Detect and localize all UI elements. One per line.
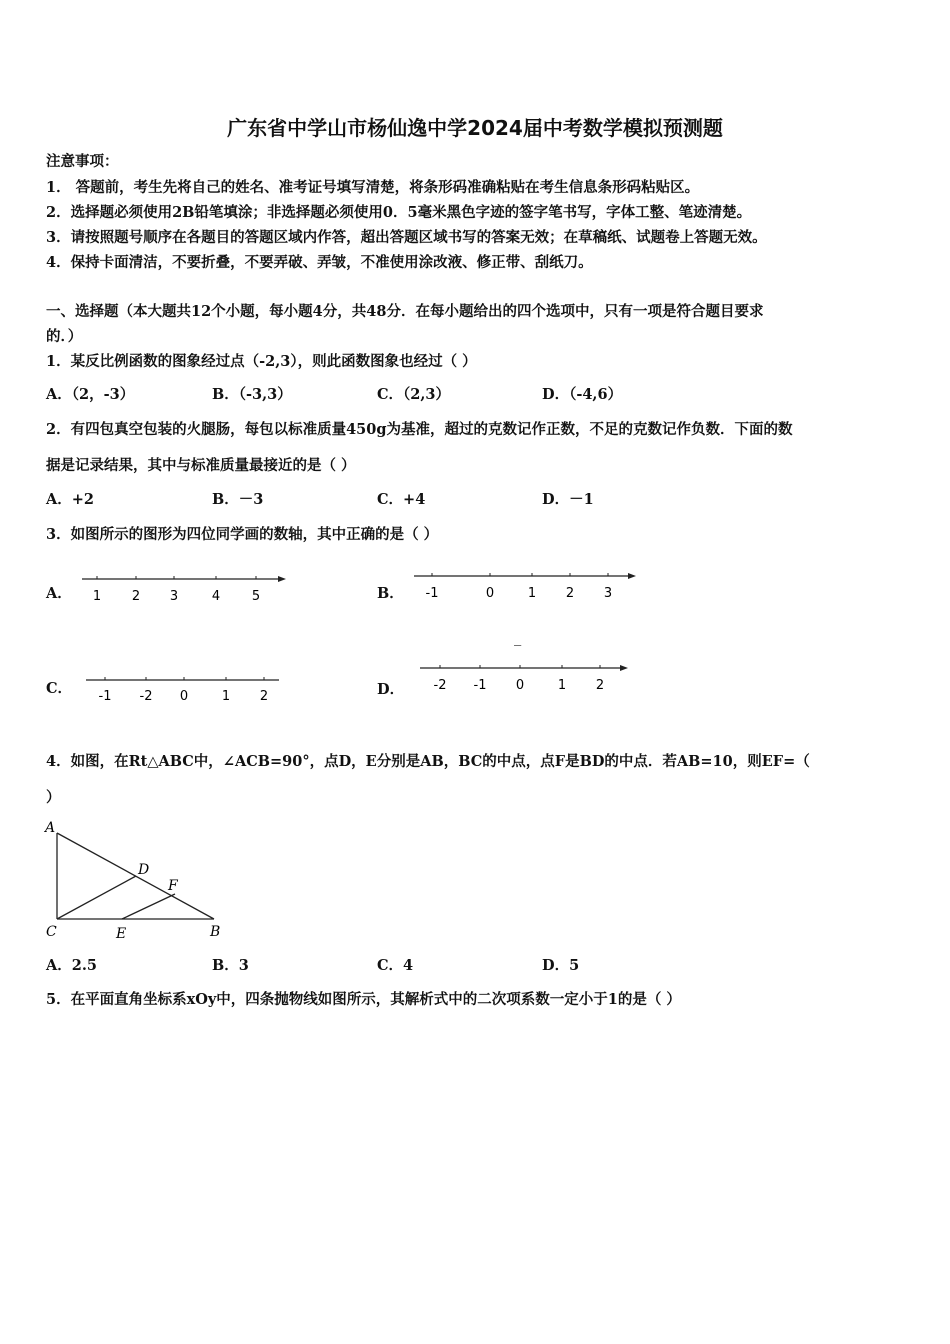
- q4-option-d: D．5: [542, 957, 580, 974]
- stray-mark: _: [514, 630, 522, 646]
- tick-label: 2: [595, 678, 605, 693]
- tick-label: 1: [557, 678, 567, 693]
- q1-option-d: D．（-4,6）: [542, 386, 623, 403]
- point-label-f: F: [168, 878, 178, 894]
- axis-arrow: [620, 665, 628, 671]
- q1-option-a: A．（2，-3）: [46, 386, 135, 403]
- tick-label: 5: [251, 589, 261, 604]
- q3-label-b: B．: [377, 585, 404, 602]
- q1-option-b: B．（-3,3）: [212, 386, 292, 403]
- notice-item-4: 4．保持卡面清洁，不要折叠，不要弄破、弄皱，不准使用涂改液、修正带、刮纸刀。: [46, 254, 593, 271]
- q1-stem: 1．某反比例函数的图象经过点（-2,3），则此函数图象也经过（ ）: [46, 353, 477, 370]
- notice-item-1: 1． 答题前，考生先将自己的姓名、准考证号填写清楚，将条形码准确粘贴在考生信息条形码粘贴区。: [46, 179, 700, 196]
- notice-heading: 注意事项：: [46, 153, 119, 170]
- q2-stem-line1: 2．有四包真空包装的火腿肠，每包以标准质量450g为基准，超过的克数记作正数，不足的克数记作负数．下面的数: [46, 421, 793, 438]
- section-heading-line2: 的．）: [46, 328, 83, 345]
- q1-option-c: C．（2,3）: [377, 386, 451, 403]
- tick-label: -1: [98, 689, 112, 704]
- tick-label: 1: [221, 689, 231, 704]
- q2-option-b: B．－3: [212, 491, 264, 508]
- page-title: 广东省中学山市杨仙逸中学2024届中考数学模拟预测题: [227, 116, 723, 140]
- section-heading-line1: 一、选择题（本大题共12个小题，每小题4分，共48分．在每小题给出的四个选项中，只有一项是符合题目要求: [46, 303, 764, 320]
- q3-label-a: A．: [46, 585, 72, 602]
- q3-number-line-d: [418, 657, 638, 697]
- tick-label: 0: [179, 689, 189, 704]
- q3-number-line-a: [80, 568, 290, 608]
- tick-label: 2: [259, 689, 269, 704]
- point-label-c: C: [46, 924, 57, 940]
- q3-label-c: C．: [46, 680, 73, 697]
- tick-label: 2: [565, 586, 575, 601]
- q4-triangle-figure: [42, 816, 232, 946]
- axis-arrow: [278, 576, 286, 582]
- tick-label: 3: [169, 589, 179, 604]
- q2-option-d: D．－1: [542, 491, 594, 508]
- tick-label: 4: [211, 589, 221, 604]
- segment-cd: [57, 876, 136, 919]
- point-label-a: A: [45, 820, 56, 836]
- axis-arrow: [628, 573, 636, 579]
- tick-label: 0: [485, 586, 495, 601]
- q3-number-line-c: [84, 668, 294, 708]
- point-label-d: D: [138, 862, 150, 878]
- q4-stem-line2: ）: [46, 789, 61, 806]
- point-label-e: E: [116, 926, 127, 942]
- q3-stem: 3．如图所示的图形为四位同学画的数轴，其中正确的是（ ）: [46, 526, 439, 543]
- tick-label: -2: [139, 689, 153, 704]
- q4-option-a: A．2.5: [46, 957, 97, 974]
- q4-option-c: C．4: [377, 957, 414, 974]
- tick-label: 1: [92, 589, 102, 604]
- tick-label: 2: [131, 589, 141, 604]
- segment-ef: [122, 894, 175, 919]
- notice-item-3: 3．请按照题号顺序在各题目的答题区域内作答，超出答题区域书写的答案无效；在草稿纸、试题卷上答题无效。: [46, 229, 767, 246]
- point-label-b: B: [210, 924, 221, 940]
- tick-label: 0: [515, 678, 525, 693]
- q4-stem-line1: 4．如图，在Rt△ABC中，∠ACB=90°，点D，E分别是AB，BC的中点，点F是BD的中点．若AB=10，则EF=（: [46, 753, 810, 770]
- tick-label: 1: [527, 586, 537, 601]
- q2-option-a: A．+2: [46, 491, 94, 508]
- tick-label: -1: [425, 586, 439, 601]
- tick-label: -2: [433, 678, 447, 693]
- q4-option-b: B．3: [212, 957, 249, 974]
- notice-item-2: 2．选择题必须使用2B铅笔填涂；非选择题必须使用0．5毫米黑色字迹的签字笔书写，字体工整、笔迹清楚。: [46, 204, 752, 221]
- tick-label: 3: [603, 586, 613, 601]
- q3-label-d: D．: [377, 681, 405, 698]
- q3-number-line-b: [412, 565, 642, 605]
- q2-option-c: C．+4: [377, 491, 426, 508]
- q5-stem: 5．在平面直角坐标系xOy中，四条抛物线如图所示，其解析式中的二次项系数一定小于1的是（ ）: [46, 991, 681, 1008]
- tick-label: -1: [473, 678, 487, 693]
- q2-stem-line2: 据是记录结果，其中与标准质量最接近的是（ ）: [46, 457, 356, 474]
